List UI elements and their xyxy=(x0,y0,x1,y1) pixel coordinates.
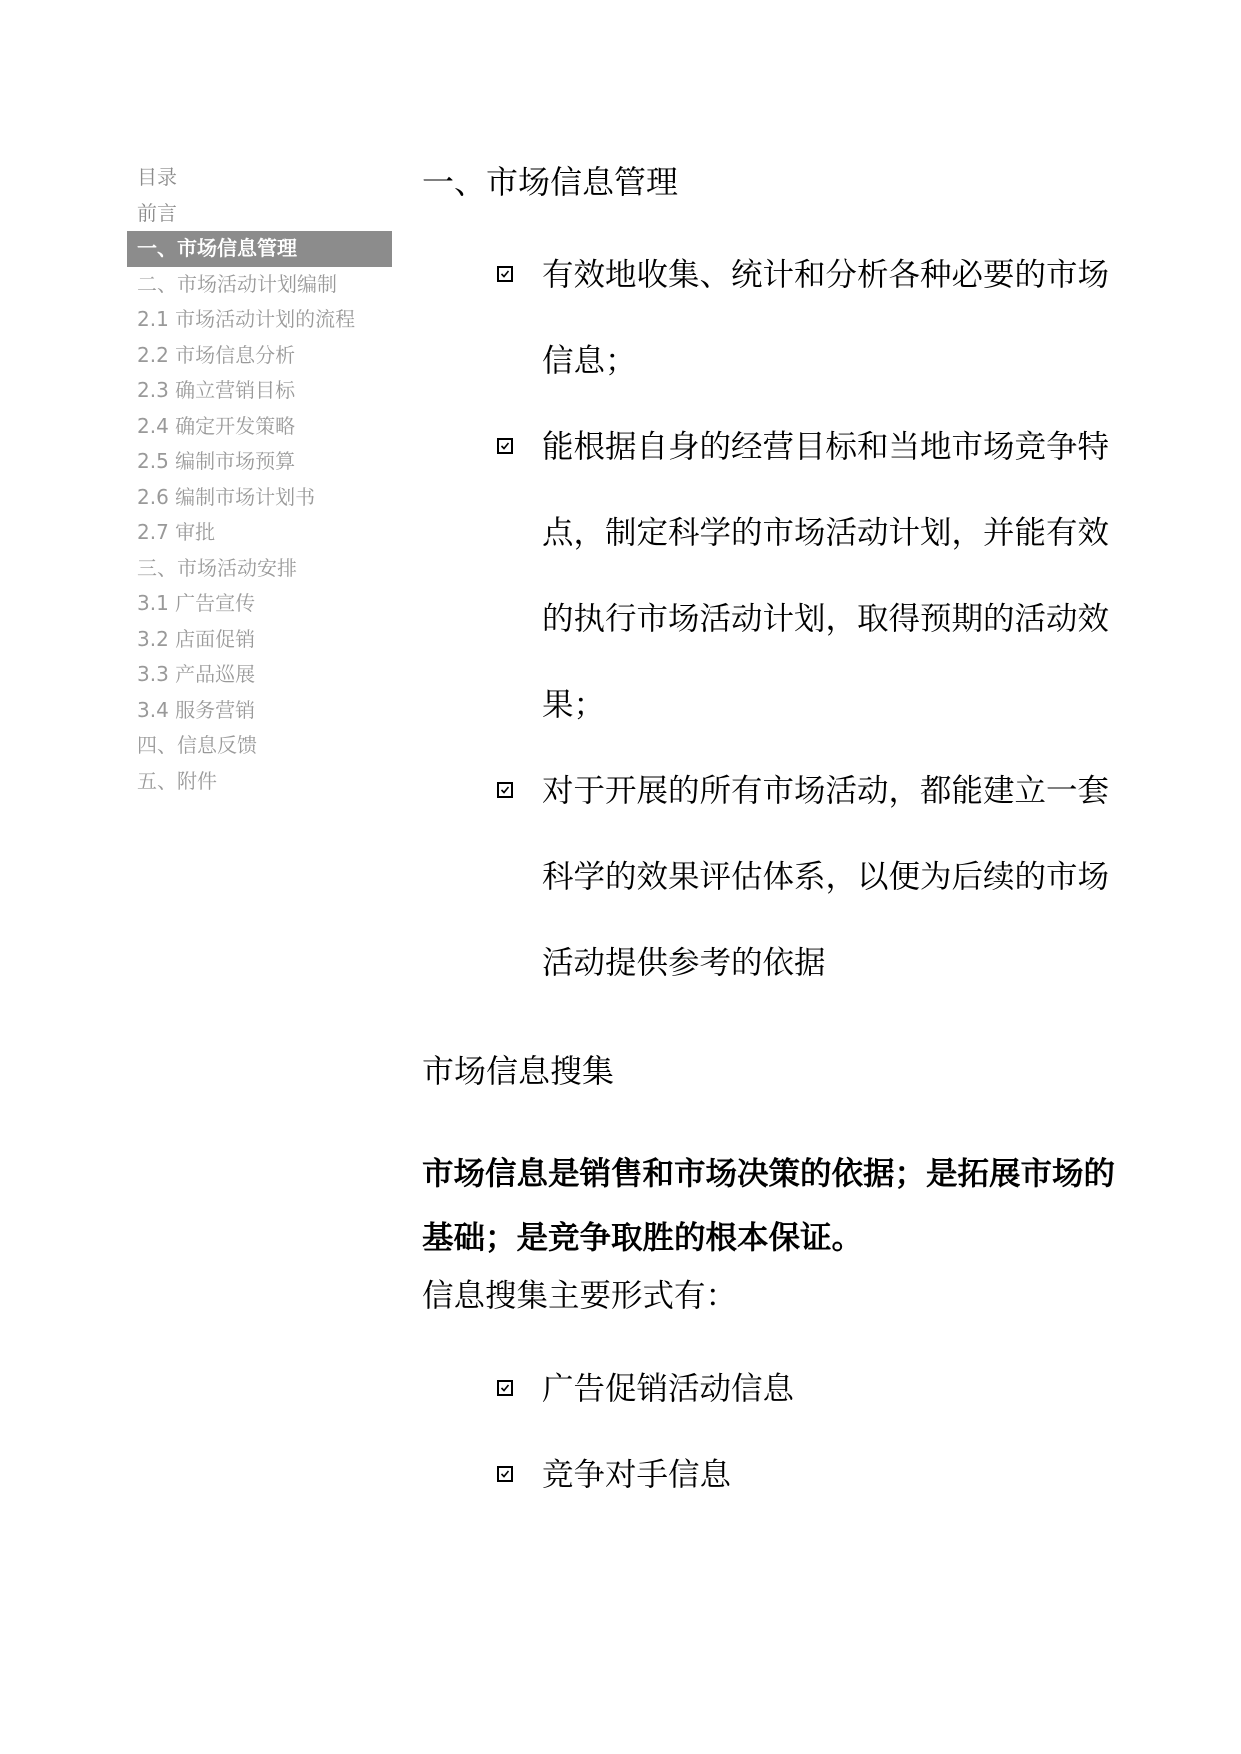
list-item-text: 广告促销活动信息 xyxy=(542,1371,795,1407)
toc-item-contents[interactable]: 目录 xyxy=(137,165,177,189)
forms-list xyxy=(422,1346,1127,1518)
list-item xyxy=(422,232,1127,404)
toc-item-2-7[interactable]: 2.7 审批 xyxy=(137,520,216,544)
list-item-text: 对于开展的所有市场活动，都能建立一套科学的效果评估体系，以便为后续的市场活动提供参考的依据 xyxy=(542,773,1110,981)
emphasis-paragraph: 市场信息是销售和市场决策的依据；是拓展市场的基础；是竞争取胜的根本保证。 xyxy=(422,1156,1116,1256)
toc-item-2-1[interactable]: 2.1 市场活动计划的流程 xyxy=(137,307,356,331)
list-item-text: 有效地收集、统计和分析各种必要的市场信息； xyxy=(542,257,1110,379)
toc-item-3-2[interactable]: 3.2 店面促销 xyxy=(137,626,256,651)
toc-item-2-3[interactable]: 2.3 确立营销目标 xyxy=(137,378,296,402)
toc-item-market-info-management[interactable]: 一、市场信息管理 xyxy=(127,231,392,267)
checkbox-icon xyxy=(497,782,513,798)
toc-item-3-1[interactable]: 3.1 广告宣传 xyxy=(137,591,256,615)
goals-list xyxy=(422,232,1127,1006)
main-content xyxy=(422,150,1127,1518)
list-item-text: 竞争对手信息 xyxy=(542,1457,732,1493)
intro-line: 信息搜集主要形式有： xyxy=(422,1278,738,1314)
checkbox-icon xyxy=(497,1466,513,1482)
checkbox-icon xyxy=(497,266,513,282)
list-item xyxy=(422,404,1127,748)
toc-item-feedback[interactable]: 四、信息反馈 xyxy=(137,733,257,757)
toc-item-3-4[interactable]: 3.4 服务营销 xyxy=(137,697,256,722)
toc-item-appendix[interactable]: 五、附件 xyxy=(137,768,217,793)
list-item xyxy=(422,1432,1127,1518)
section-title: 一、市场信息管理 xyxy=(422,163,679,201)
toc-item-3-3[interactable]: 3.3 产品巡展 xyxy=(137,662,256,686)
checkbox-icon xyxy=(497,438,513,454)
toc-item-preface[interactable]: 前言 xyxy=(137,200,177,225)
table-of-contents xyxy=(127,160,392,799)
toc-item-2-6[interactable]: 2.6 编制市场计划书 xyxy=(137,484,316,509)
toc-item-activity-arrangement[interactable]: 三、市场活动安排 xyxy=(137,555,297,580)
toc-item-2-5[interactable]: 2.5 编制市场预算 xyxy=(137,449,296,473)
toc-item-activity-plan[interactable]: 二、市场活动计划编制 xyxy=(137,271,337,296)
sub-heading: 市场信息搜集 xyxy=(422,1052,615,1090)
toc-item-2-2[interactable]: 2.2 市场信息分析 xyxy=(137,342,296,367)
checkbox-icon xyxy=(497,1380,513,1396)
toc-item-2-4[interactable]: 2.4 确定开发策略 xyxy=(137,413,296,438)
list-item xyxy=(422,1346,1127,1432)
list-item-text: 能根据自身的经营目标和当地市场竞争特点，制定科学的市场活动计划，并能有效的执行市场活动计划，取得预期的活动效果； xyxy=(542,429,1110,723)
list-item xyxy=(422,748,1127,1006)
